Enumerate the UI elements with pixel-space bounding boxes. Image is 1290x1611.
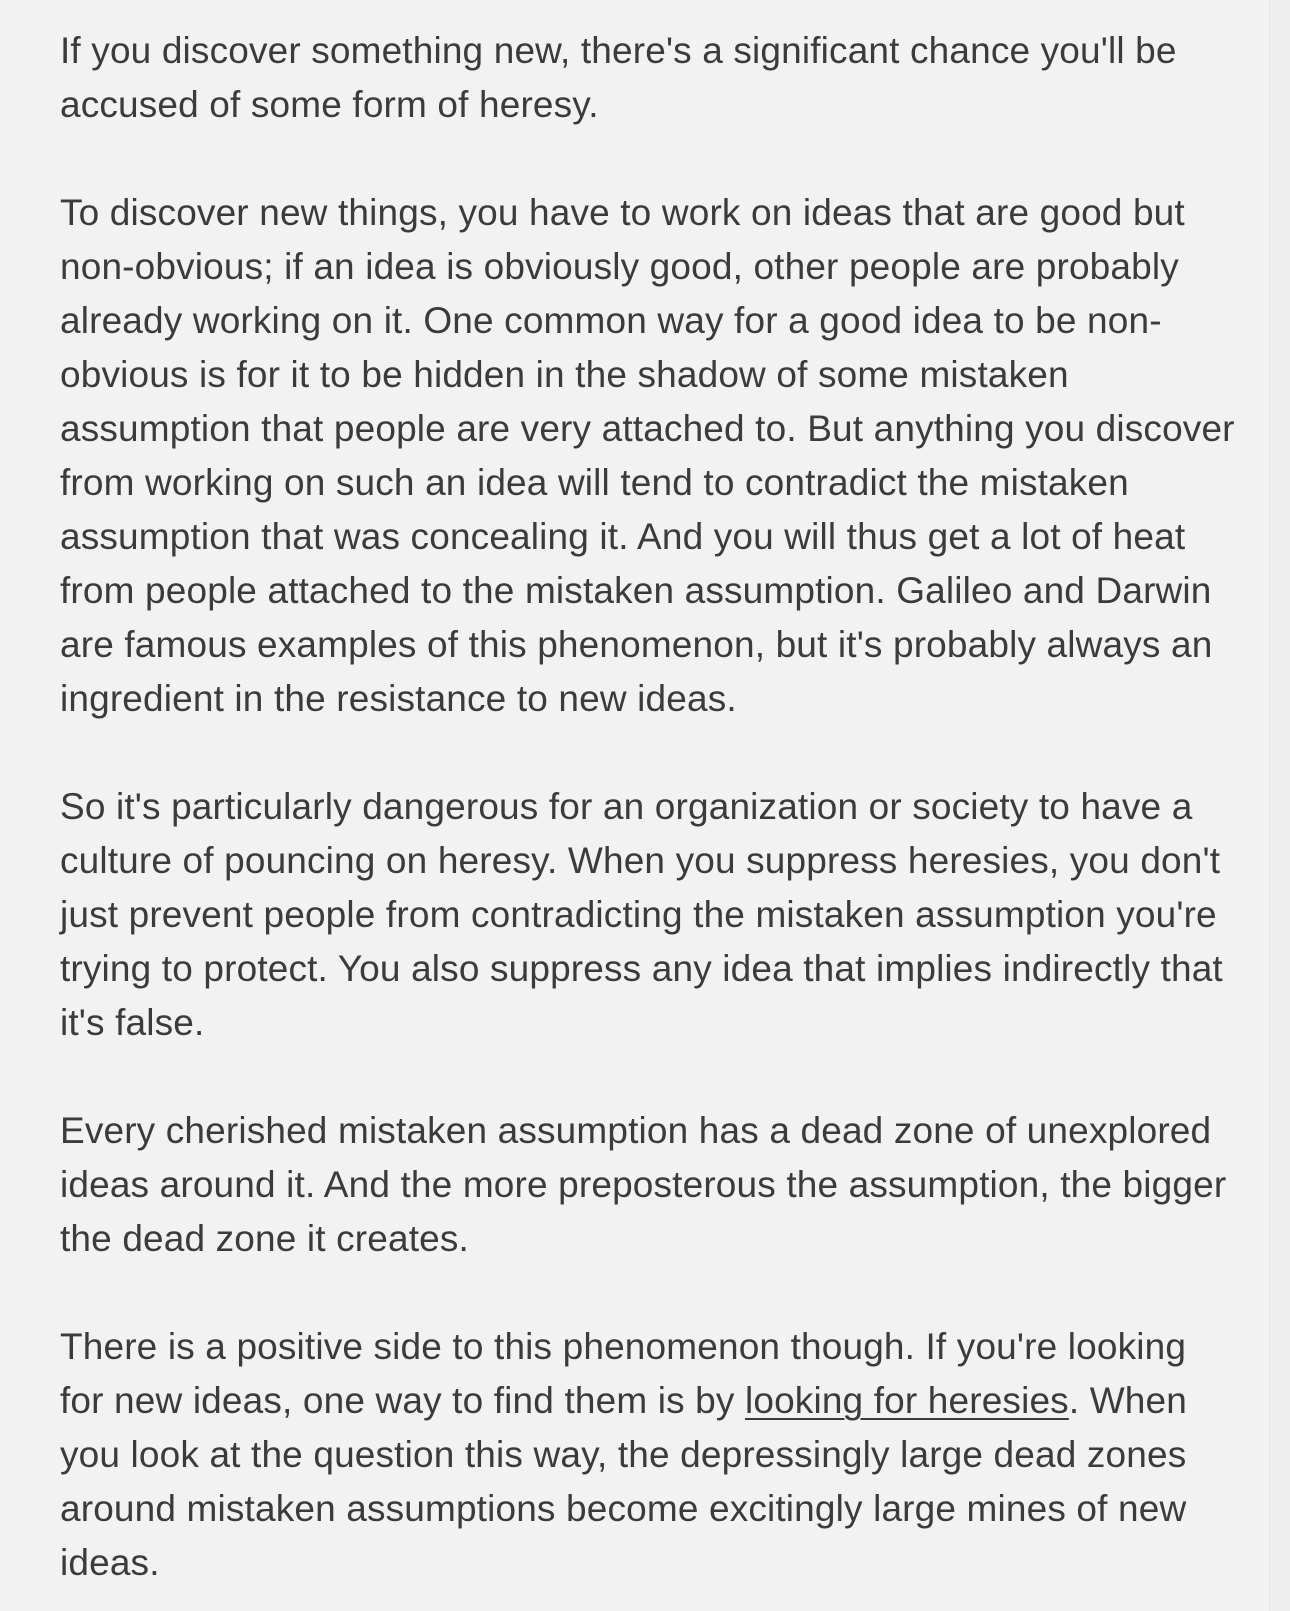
paragraph-5-after-link: . When you look at the question this way, the depressingly large dead zones around mistaken assumptions become excitingly large mines of new ideas. xyxy=(60,1380,1187,1583)
looking-for-heresies-link[interactable]: looking for heresies xyxy=(744,1380,1069,1421)
paragraph-5 xyxy=(60,1320,1240,1590)
scrollbar-track[interactable] xyxy=(1269,0,1290,1611)
paragraph-1: If you discover something new, there's a significant chance you'll be accused of some form of heresy. xyxy=(60,30,1177,125)
paragraph-5-before-link: There is a positive side to this phenomenon though. If you're looking for new ideas, one way to find them is by xyxy=(60,1326,1187,1421)
paragraph-4: Every cherished mistaken assumption has a dead zone of unexplored ideas around it. And the more preposterous the assumption, the bigger the dead zone it creates. xyxy=(60,1110,1227,1259)
paragraph-3: So it's particularly dangerous for an organization or society to have a culture of pouncing on heresy. When you suppress heresies, you don't just prevent people from contradicting the mistaken assumption you're trying to protect. You also suppress any idea that implies indirectly that it's false. xyxy=(60,786,1223,1043)
article-body xyxy=(60,24,1240,1590)
paragraph-2: To discover new things, you have to work on ideas that are good but non-obvious; if an idea is obviously good, other people are probably already working on it. One common way for a good idea to be non-obvious is for it to be hidden in the shadow of some mistaken assumption that people are very attached to. But anything you discover from working on such an idea will tend to contradict the mistaken assumption that was concealing it. And you will thus get a lot of heat from people attached to the mistaken assumption. Galileo and Darwin are famous examples of this phenomenon, but it's probably always an ingredient in the resistance to new ideas. xyxy=(60,192,1235,719)
